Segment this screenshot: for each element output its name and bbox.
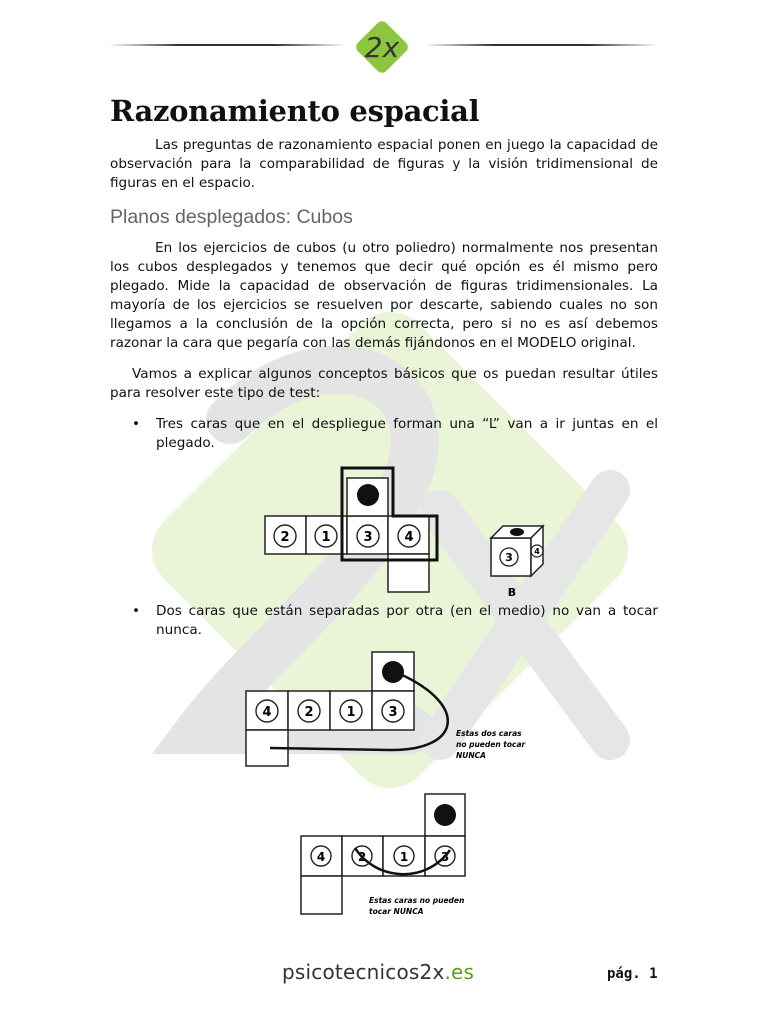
face-label: 4 xyxy=(404,530,414,545)
note-line: Estas caras no pueden xyxy=(369,896,465,905)
footer-site-name xyxy=(282,960,474,984)
note-line: no pueden tocar xyxy=(456,740,526,749)
figure-separated-faces-1 xyxy=(240,646,540,772)
main-content xyxy=(110,90,658,453)
face-label: 2 xyxy=(304,705,314,720)
bullet-item-1 xyxy=(110,415,658,453)
face-label: 2 xyxy=(280,530,290,545)
cube-option-label: B xyxy=(507,586,517,599)
note-line: NUNCA xyxy=(456,751,486,760)
site-tld: .es xyxy=(444,960,475,984)
face-label: 1 xyxy=(346,705,356,720)
bullet-2-container xyxy=(110,602,658,640)
face-label: 3 xyxy=(388,705,398,720)
logo-text: 2x xyxy=(364,31,400,64)
face-label: 4 xyxy=(262,705,272,720)
bullet-dot: • xyxy=(132,416,141,432)
figure-l-net xyxy=(255,460,565,602)
bullet-item-2 xyxy=(110,602,658,640)
header-rule-right xyxy=(424,44,658,46)
header-rule-left xyxy=(108,44,346,46)
note-line: Estas dos caras xyxy=(456,729,522,738)
face-label: 1 xyxy=(399,850,409,864)
cube-face-label: 4 xyxy=(534,547,540,556)
face-label: 1 xyxy=(321,530,331,545)
dot-face xyxy=(357,484,379,506)
intro-paragraph: Las preguntas de razonamiento espacial ponen en juego la capacidad de observación para la comparabilidad de figuras y la visión tridimensional de figuras en el espacio. xyxy=(110,137,658,191)
face-label: 3 xyxy=(363,530,373,545)
bullet-text-1: Tres caras que en el despliegue forman una “L” van a ir juntas en el plegado. xyxy=(156,416,658,451)
paragraph-2: Vamos a explicar algunos conceptos básicos que os puedan resultar útiles para resolver este tipo de test: xyxy=(110,366,658,401)
figure-separated-faces-2 xyxy=(295,790,475,930)
bullet-text-2: Dos caras que están separadas por otra (en el medio) no van a tocar nunca. xyxy=(156,603,658,638)
page-number: pág. 1 xyxy=(607,966,658,982)
page-title: Razonamiento espacial xyxy=(110,94,480,128)
face-label: 4 xyxy=(316,850,326,864)
bullet-dot: • xyxy=(132,603,141,619)
paragraph-1: En los ejercicios de cubos (u otro poliedro) normalmente nos presentan los cubos desplegados y tenemos que decir qué opción es él mismo pero plegado. Mide la capacidad de observación de figuras tridimensionales. La mayoría de los ejercicios se resuelven por descarte, sabiendo cuales no son llegamos a la conclusión de la opción correcta, pero si no es así debemos razonar la cara que pegaría con las demás fijándonos en el MODELO original. xyxy=(110,240,658,351)
logo-2x xyxy=(352,17,412,77)
site-name: psicotecnicos2x xyxy=(282,960,445,984)
section-heading: Planos desplegados: Cubos xyxy=(110,206,353,228)
note-line: tocar NUNCA xyxy=(369,907,424,916)
face-label: 3 xyxy=(440,850,450,864)
face-label: 2 xyxy=(357,850,367,864)
cube-face-label: 3 xyxy=(505,551,513,564)
